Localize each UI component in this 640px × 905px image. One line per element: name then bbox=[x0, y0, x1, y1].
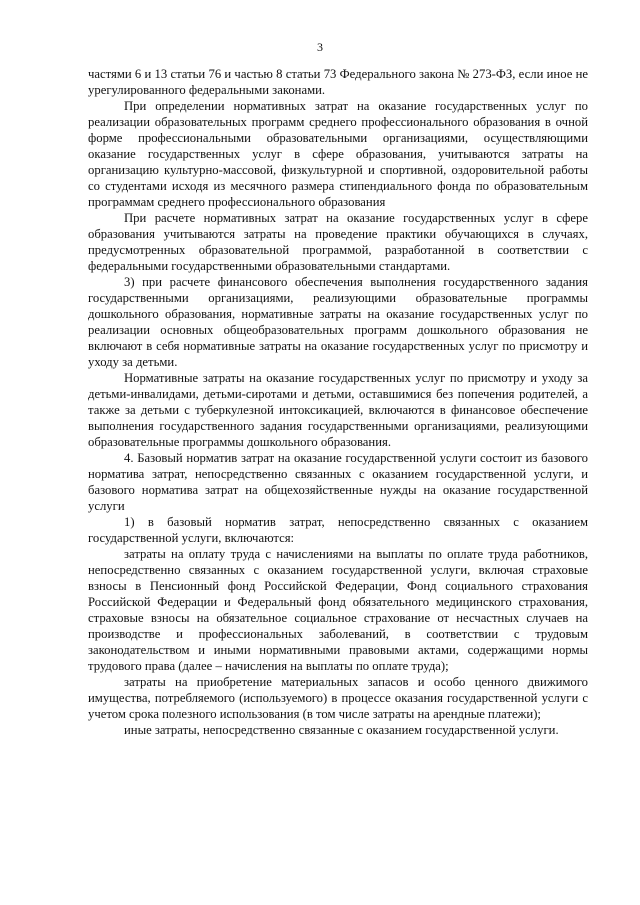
paragraph-childcare-costs: Нормативные затраты на оказание государственных услуг по присмотру и уходу за детьми-инвалидами, детьми-сиротами и детьми, оставшимися без попечения родителей, а также за детьми с туберкулезной интоксикацией, включаются в финансовое обеспечение выполнения государственного задания государственными организациями, реализующими образовательные программы дошкольного образования. bbox=[88, 371, 588, 449]
paragraph-continuation: частями 6 и 13 статьи 76 и частью 8 статьи 73 Федерального закона № 273-ФЗ, если иное не урегулированного федеральными законами. bbox=[88, 67, 588, 97]
page-number: 3 bbox=[317, 40, 323, 54]
paragraph-sports-costs: При определении нормативных затрат на оказание государственных услуг по реализации образовательных программ среднего профессионального образования в очной форме профессиональными образовательными организациями, осуществляющими оказание государственных услуг в сфере образования, учитываются затраты на организацию культурно-массовой, физкультурной и спортивной, оздоровительной работы со студентами исходя из месячного размера стипендиального фонда по образовательным программам среднего профессионального образования bbox=[88, 99, 588, 209]
paragraph-subitem-1-direct-costs: 1) в базовый норматив затрат, непосредственно связанных с оказанием государственной услуги, включаются: bbox=[88, 515, 588, 545]
document-body bbox=[88, 66, 588, 738]
paragraph-materials-costs: затраты на приобретение материальных запасов и особо ценного движимого имущества, потребляемого (используемого) в процессе оказания государственной услуги с учетом срока полезного использования (в том числе затраты на арендные платежи); bbox=[88, 675, 588, 721]
paragraph-item-3-preschool: 3) при расчете финансового обеспечения выполнения государственного задания государственными организациями, реализующими образовательные программы дошкольного образования, нормативные затраты на оказание государственных услуг по реализации основных общеобразовательных программ дошкольного образования не включают в себя нормативные затраты на оказание государственных услуг по присмотру и уходу за детьми. bbox=[88, 275, 588, 369]
paragraph-labor-costs: затраты на оплату труда с начислениями на выплаты по оплате труда работников, непосредственно связанных с оказанием государственной услуги, включая страховые взносы в Пенсионный фонд Российской Федерации, Фонд социального страхования Российской Федерации и Федеральный фонд обязательного медицинского страхования, страховые взносы на обязательное социальное страхование от несчастных случаев на производстве и профессиональных заболеваний, в соответствии с трудовым законодательством и иными нормативными правовыми актами, содержащими нормы трудового права (далее – начисления на выплаты по оплате труда); bbox=[88, 547, 588, 673]
paragraph-practice-costs: При расчете нормативных затрат на оказание государственных услуг в сфере образования учитываются затраты на проведение практики обучающихся в случаях, предусмотренных образовательной программой, разработанной в соответствии с федеральными государственными образовательными стандартами. bbox=[88, 211, 588, 273]
paragraph-item-4-base-standard: 4. Базовый норматив затрат на оказание государственной услуги состоит из базового норматива затрат, непосредственно связанных с оказанием государственной услуги, и базового норматива затрат на общехозяйственные нужды на оказание государственной услуги bbox=[88, 451, 588, 513]
paragraph-other-costs: иные затраты, непосредственно связанные с оказанием государственной услуги. bbox=[124, 723, 559, 737]
